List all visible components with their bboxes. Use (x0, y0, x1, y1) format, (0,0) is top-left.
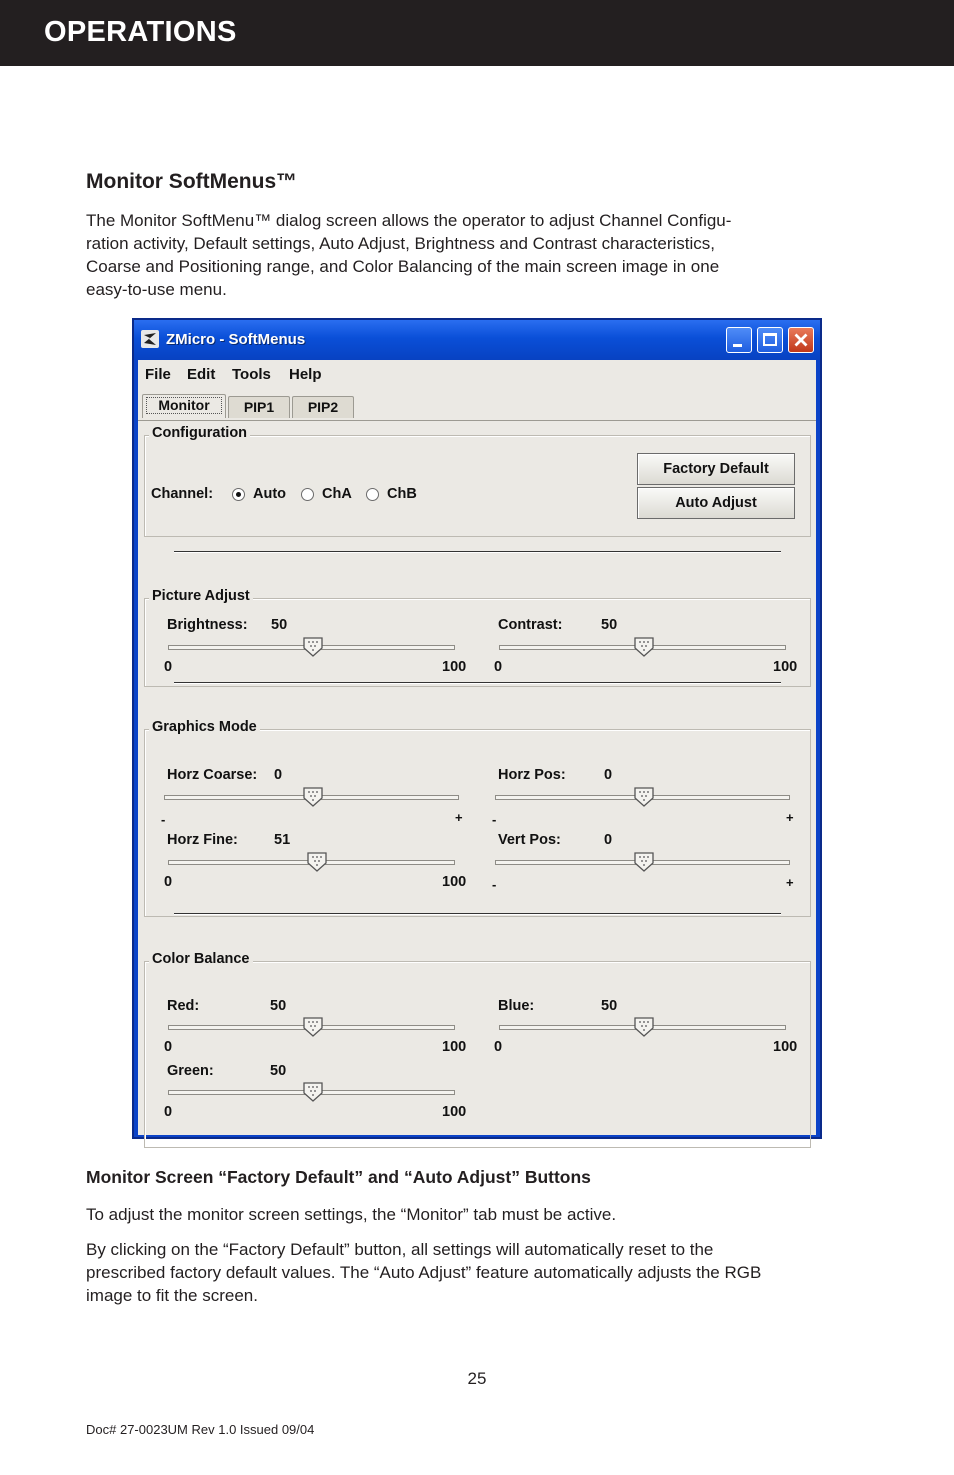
vert-pos-label: Vert Pos: (498, 832, 561, 848)
minimize-icon (733, 344, 742, 347)
contrast-label: Contrast: (498, 617, 563, 633)
separator (174, 913, 781, 915)
menu-help[interactable]: Help (289, 366, 322, 383)
brightness-min: 0 (164, 659, 173, 675)
channel-auto-radio[interactable] (232, 488, 245, 501)
subsection-paragraph-2 (86, 1238, 876, 1307)
graphics-mode-group (144, 719, 811, 917)
contrast-slider-thumb[interactable] (633, 636, 655, 658)
blue-min: 0 (494, 1039, 503, 1055)
green-min: 0 (164, 1104, 173, 1120)
green-label: Green: (167, 1063, 214, 1079)
maximize-icon (763, 333, 777, 346)
blue-value: 50 (601, 998, 618, 1014)
factory-default-button[interactable]: Factory Default (637, 453, 795, 485)
intro-paragraph (86, 209, 876, 301)
contrast-max: 100 (773, 659, 798, 675)
tab-pip2[interactable]: PIP2 (292, 396, 354, 418)
tab-monitor[interactable] (142, 394, 226, 418)
separator (174, 682, 781, 684)
header-title: OPERATIONS (44, 16, 237, 48)
horz-coarse-value: 0 (274, 767, 283, 783)
channel-auto-label: Auto (253, 486, 287, 502)
color-balance-group-label: Color Balance (149, 951, 253, 967)
minimize-button[interactable] (726, 327, 752, 353)
maximize-button[interactable] (757, 327, 783, 353)
graphics-mode-group-label: Graphics Mode (149, 719, 260, 735)
color-balance-group (144, 951, 811, 1148)
horz-pos-min: - (492, 812, 497, 827)
red-slider-thumb[interactable] (302, 1016, 324, 1038)
red-value: 50 (270, 998, 287, 1014)
configuration-group-label: Configuration (149, 425, 250, 441)
auto-adjust-button[interactable]: Auto Adjust (637, 487, 795, 519)
intro-line: easy-to-use menu. (86, 280, 227, 299)
horz-coarse-min: - (161, 812, 166, 827)
menu-tools[interactable]: Tools (232, 366, 271, 383)
horz-pos-label: Horz Pos: (498, 767, 566, 783)
contrast-min: 0 (494, 659, 503, 675)
red-label: Red: (167, 998, 200, 1014)
green-slider-thumb[interactable] (302, 1081, 324, 1103)
vert-pos-slider-thumb[interactable] (633, 851, 655, 873)
contrast-value: 50 (601, 617, 618, 633)
tab-monitor-label: Monitor (146, 397, 222, 414)
channel-cha-radio[interactable] (301, 488, 314, 501)
separator (174, 551, 781, 553)
blue-max: 100 (773, 1039, 798, 1055)
vert-pos-max: + (786, 875, 794, 890)
close-button[interactable] (788, 327, 814, 353)
horz-coarse-slider-thumb[interactable] (302, 786, 324, 808)
menu-bar (138, 360, 816, 390)
section-title: Monitor SoftMenus™ (86, 170, 298, 193)
horz-fine-min: 0 (164, 874, 173, 890)
blue-slider-thumb[interactable] (633, 1016, 655, 1038)
red-min: 0 (164, 1039, 173, 1055)
window-client (138, 360, 816, 1135)
green-max: 100 (442, 1104, 467, 1120)
document-id: Doc# 27-0023UM Rev 1.0 Issued 09/04 (86, 1422, 315, 1437)
brightness-max: 100 (442, 659, 467, 675)
horz-fine-label: Horz Fine: (167, 832, 238, 848)
picture-adjust-group (144, 588, 811, 687)
tab-pip1[interactable]: PIP1 (228, 396, 290, 418)
menu-file[interactable]: File (145, 366, 171, 383)
paragraph-line: image to fit the screen. (86, 1286, 258, 1305)
window-titlebar[interactable] (134, 320, 820, 360)
horz-pos-max: + (786, 810, 794, 825)
horz-fine-slider-thumb[interactable] (306, 851, 328, 873)
zmicro-app-icon (140, 329, 160, 349)
horz-fine-max: 100 (442, 874, 467, 890)
vert-pos-min: - (492, 877, 497, 892)
paragraph-line: By clicking on the “Factory Default” button, all settings will automatically reset to the (86, 1240, 714, 1259)
horz-pos-value: 0 (604, 767, 613, 783)
channel-cha-label: ChA (322, 486, 352, 502)
vert-pos-value: 0 (604, 832, 613, 848)
monitor-panel (138, 420, 816, 1136)
header-bar (0, 0, 954, 66)
intro-line: Coarse and Positioning range, and Color Balancing of the main screen image in one (86, 257, 720, 276)
subsection-title: Monitor Screen “Factory Default” and “Auto Adjust” Buttons (86, 1167, 591, 1187)
red-max: 100 (442, 1039, 467, 1055)
channel-label: Channel: (151, 486, 214, 502)
radio-selected-dot (236, 492, 241, 497)
horz-fine-value: 51 (274, 832, 291, 848)
paragraph-line: prescribed factory default values. The “Auto Adjust” feature automatically adjusts the RGB (86, 1263, 762, 1282)
brightness-slider-thumb[interactable] (302, 636, 324, 658)
close-icon (790, 329, 812, 351)
picture-adjust-group-label: Picture Adjust (149, 588, 253, 604)
brightness-label: Brightness: (167, 617, 248, 633)
channel-chb-radio[interactable] (366, 488, 379, 501)
blue-label: Blue: (498, 998, 535, 1014)
green-value: 50 (270, 1063, 287, 1079)
channel-chb-label: ChB (387, 486, 417, 502)
page-number: 25 (467, 1369, 487, 1388)
window-title: ZMicro - SoftMenus (166, 331, 306, 348)
subsection-paragraph-1: To adjust the monitor screen settings, the “Monitor” tab must be active. (86, 1205, 617, 1224)
horz-coarse-max: + (455, 810, 463, 825)
intro-line: The Monitor SoftMenu™ dialog screen allows the operator to adjust Channel Configu- (86, 211, 732, 230)
menu-edit[interactable]: Edit (187, 366, 216, 383)
configuration-group (144, 425, 811, 537)
brightness-value: 50 (271, 617, 288, 633)
softmenus-window (132, 318, 822, 1139)
horz-coarse-label: Horz Coarse: (167, 767, 258, 783)
horz-pos-slider-thumb[interactable] (633, 786, 655, 808)
intro-line: ration activity, Default settings, Auto Adjust, Brightness and Contrast characteristics, (86, 234, 715, 253)
